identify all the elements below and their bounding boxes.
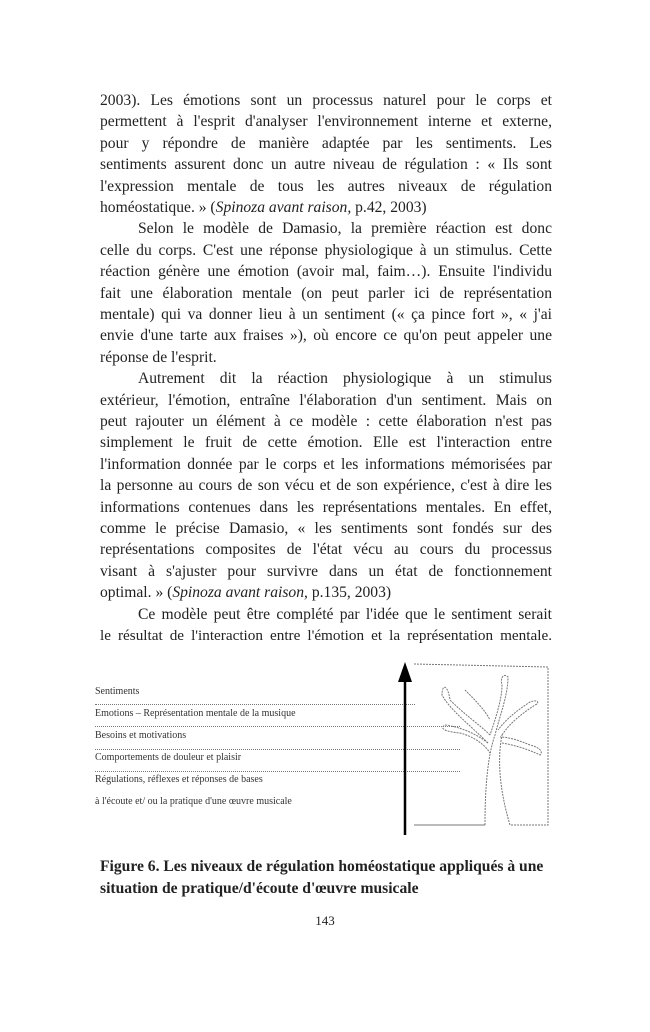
text-line: sentiments assurent donc un autre niveau de régulation : « Ils sont [100, 156, 552, 173]
text-line: comme le précise Damasio, « les sentiments sont fondés sur des [100, 520, 552, 537]
tree-arrow-diagram [390, 655, 560, 840]
text-line: informations contenues dans les représentations mentales. En effet, [100, 499, 552, 516]
level-label: Sentiments [95, 686, 140, 697]
text-line: 2003). Les émotions sont un processus naturel pour le corps et [100, 92, 552, 109]
text-line: pour y répondre de manière adaptée par les sentiments. Les [100, 135, 552, 152]
level-label: à l'écoute et/ ou la pratique d'une œuvre musicale [95, 796, 292, 807]
text-line: représentations composites de l'état vécu au cours du processus [100, 541, 552, 558]
text-line: envie d'une tarte aux fraises »), où encore ce qu'on peut appeler une [100, 327, 552, 344]
level-label: Besoins et motivations [95, 730, 187, 741]
text-line: extérieur, l'émotion, entraîne l'élaboration d'un sentiment. Mais on [100, 392, 552, 409]
text-line: celle du corps. C'est une réponse physiologique à un stimulus. Cette [100, 242, 552, 259]
text-line: la personne au cours de son vécu et de son expérience, c'est à dire les [100, 477, 552, 494]
text-line: réponse de l'esprit. [100, 349, 217, 366]
text: p.42, 2003) [351, 199, 427, 216]
figure-caption: situation de pratique/d'écoute d'œuvre musicale [100, 880, 419, 897]
figure-caption: Figure 6. Les niveaux de régulation homéostatique appliqués à une [100, 858, 544, 875]
text-line: mentale) qui va donner lieu à un sentiment (« ça pince fort », « j'ai [100, 306, 552, 323]
text-line: Selon le modèle de Damasio, la première réaction est donc [138, 220, 552, 237]
text-line: simplement le fruit de cette émotion. Elle est l'interaction entre [100, 434, 552, 451]
level-label: Comportements de douleur et plaisir [95, 752, 242, 763]
text-line: visant à s'ajuster pour survivre dans un état de fonctionnement [100, 563, 552, 580]
citation-title: Spinoza avant raison, [215, 199, 352, 216]
text-line [100, 198, 552, 218]
level-label: Régulations, réflexes et réponses de bases [95, 774, 263, 785]
text-line: fait une élaboration mentale (on peut parler ici de représentation [100, 285, 552, 302]
text-line: Autrement dit la réaction physiologique à un stimulus [138, 370, 552, 387]
divider [95, 704, 415, 705]
text-line: l'information donnée par le corps et les informations mémorisées par [100, 456, 552, 473]
citation-title: Spinoza avant raison, [172, 584, 308, 601]
text: p.135, 2003) [307, 584, 392, 601]
text-line: le résultat de l'interaction entre l'émotion et la représentation mentale. [100, 627, 552, 644]
tree-illustration [414, 664, 548, 825]
arrow-head-icon [398, 662, 412, 682]
text-line: peut rajouter un élément à ce modèle : cette élaboration n'est pas [100, 413, 552, 430]
text-line: l'expression mentale de tous les autres niveaux de régulation [100, 178, 552, 195]
level-label: Emotions – Représentation mentale de la musique [95, 708, 296, 719]
text-line: permettent à l'esprit d'analyser l'environnement interne et externe, [100, 113, 552, 130]
text: homéostatique. » ( [100, 199, 216, 216]
page-number: 143 [315, 913, 335, 928]
text-line [100, 583, 552, 603]
text-line: Ce modèle peut être complété par l'idée que le sentiment serait [138, 606, 552, 623]
text-line: réaction génère une émotion (avoir mal, faim…). Ensuite l'individu [100, 263, 552, 280]
text: optimal. » ( [100, 584, 173, 601]
